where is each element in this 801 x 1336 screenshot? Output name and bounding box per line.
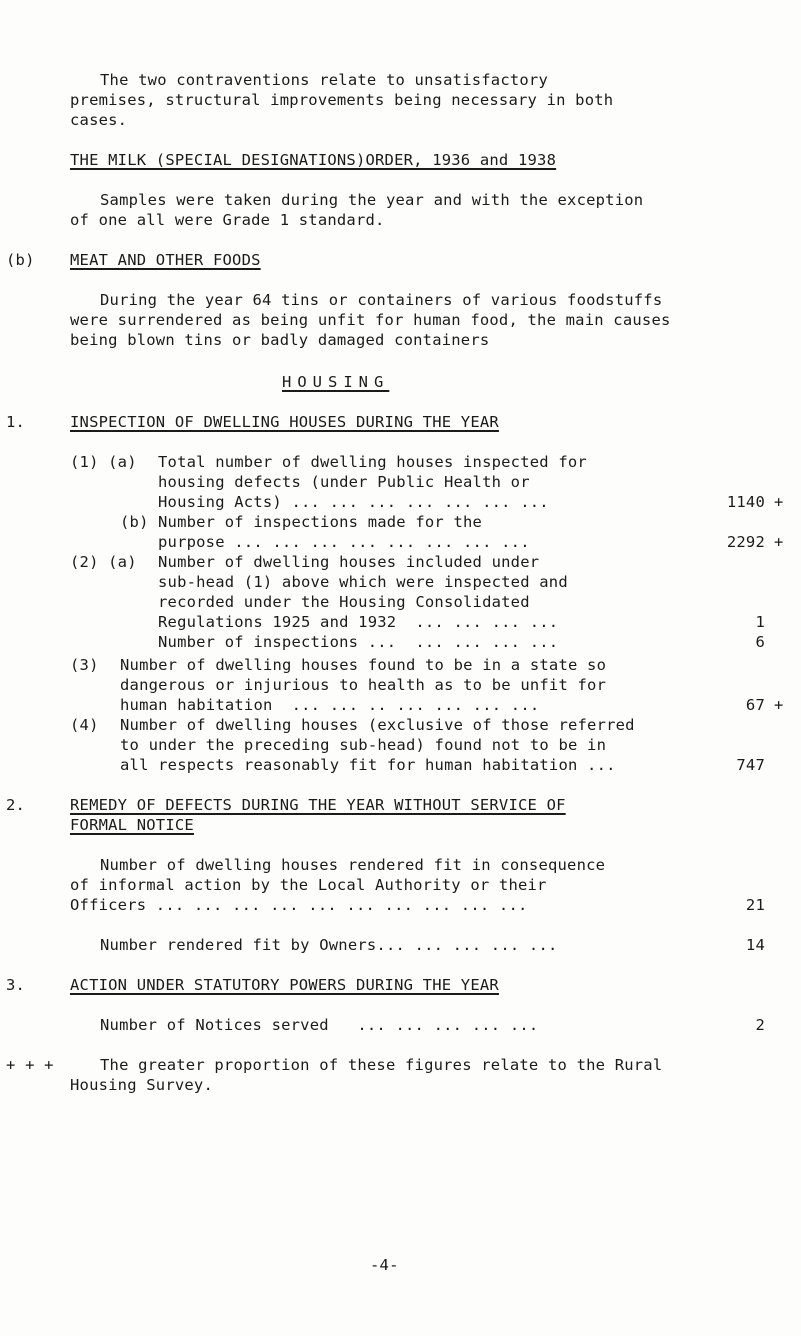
milk-heading: THE MILK (SPECIAL DESIGNATIONS)ORDER, 1936 and 1938 bbox=[70, 151, 557, 169]
item-1a-value: 1140 bbox=[726, 493, 765, 511]
milk-line-2: of one all were Grade 1 standard. bbox=[70, 211, 385, 229]
item-2a-line-2: sub-head (1) above which were inspected and bbox=[158, 573, 568, 591]
meat-line-2: were surrendered as being unfit for human food, the main causes bbox=[70, 311, 671, 329]
section-3-line-1: Number of Notices served ... ... ... ... ... bbox=[100, 1016, 539, 1034]
item-1a-plus-mark: + bbox=[774, 493, 784, 511]
intro-line-3: cases. bbox=[70, 111, 128, 129]
item-3-plus-mark: + bbox=[774, 696, 784, 714]
item-3-line-3: human habitation ... ... .. ... ... ... ... bbox=[120, 696, 540, 714]
item-3-marker: (3) bbox=[70, 656, 99, 674]
item-1a-line-3: Housing Acts) ... ... ... ... ... ... ... bbox=[158, 493, 549, 511]
footnote-marker: + + + bbox=[6, 1056, 54, 1074]
footnote-line-1: The greater proportion of these figures relate to the Rural bbox=[100, 1056, 663, 1074]
section-2-heading-line-2: FORMAL NOTICE bbox=[70, 816, 194, 834]
item-2a-marker: (2) (a) bbox=[70, 553, 137, 571]
item-1b-plus-mark: + bbox=[774, 533, 784, 551]
item-4-line-1: Number of dwelling houses (exclusive of those referred bbox=[120, 716, 635, 734]
item-1b-marker: (b) bbox=[120, 513, 149, 531]
item-1b-line-1: Number of inspections made for the bbox=[158, 513, 483, 531]
section-2-value-1: 21 bbox=[745, 896, 765, 914]
section-2-line-3: Officers ... ... ... ... ... ... ... ... ... ... bbox=[70, 896, 528, 914]
item-2a-value: 1 bbox=[755, 613, 765, 631]
section-1-number: 1. bbox=[6, 413, 26, 431]
intro-line-1: The two contraventions relate to unsatisfactory bbox=[100, 71, 548, 89]
section-2-value-2: 14 bbox=[745, 936, 765, 954]
meat-line-3: being blown tins or badly damaged containers bbox=[70, 331, 490, 349]
section-3-heading: ACTION UNDER STATUTORY POWERS DURING THE YEAR bbox=[70, 976, 499, 994]
item-1b-line-2: purpose ... ... ... ... ... ... ... ... bbox=[158, 533, 530, 551]
meat-heading: MEAT AND OTHER FOODS bbox=[70, 251, 261, 269]
page-number: -4- bbox=[370, 1256, 399, 1274]
item-1a-line-2: housing defects (under Public Health or bbox=[158, 473, 530, 491]
item-4-marker: (4) bbox=[70, 716, 99, 734]
milk-line-1: Samples were taken during the year and with the exception bbox=[100, 191, 644, 209]
section-2-heading-line-1: REMEDY OF DEFECTS DURING THE YEAR WITHOUT SERVICE OF bbox=[70, 796, 566, 814]
meat-line-1: During the year 64 tins or containers of various foodstuffs bbox=[100, 291, 663, 309]
item-4-line-2: to under the preceding sub-head) found not to be in bbox=[120, 736, 607, 754]
item-2a-line-1: Number of dwelling houses included under bbox=[158, 553, 540, 571]
section-2-line-2: of informal action by the Local Authority or their bbox=[70, 876, 547, 894]
item-2b-line-1: Number of inspections ... ... ... ... ... bbox=[158, 633, 559, 651]
section-2-number: 2. bbox=[6, 796, 26, 814]
section-3-number: 3. bbox=[6, 976, 26, 994]
section-3-value-1: 2 bbox=[755, 1016, 765, 1034]
item-1b-value: 2292 bbox=[726, 533, 765, 551]
item-2a-line-4: Regulations 1925 and 1932 ... ... ... ... bbox=[158, 613, 559, 631]
item-4-line-3: all respects reasonably fit for human habitation ... bbox=[120, 756, 616, 774]
section-1-heading: INSPECTION OF DWELLING HOUSES DURING THE YEAR bbox=[70, 413, 499, 431]
section-2-line-4: Number rendered fit by Owners... ... ... ... ... bbox=[100, 936, 558, 954]
item-4-value: 747 bbox=[736, 756, 765, 774]
section-2-line-1: Number of dwelling houses rendered fit in consequence bbox=[100, 856, 606, 874]
item-3-line-2: dangerous or injurious to health as to be unfit for bbox=[120, 676, 607, 694]
item-1a-marker: (1) (a) bbox=[70, 453, 137, 471]
item-1a-line-1: Total number of dwelling houses inspected for bbox=[158, 453, 587, 471]
housing-title: HOUSING bbox=[282, 373, 390, 391]
footnote-line-2: Housing Survey. bbox=[70, 1076, 213, 1094]
item-3-value: 67 bbox=[745, 696, 765, 714]
item-2b-value: 6 bbox=[755, 633, 765, 651]
item-3-line-1: Number of dwelling houses found to be in a state so bbox=[120, 656, 607, 674]
item-2a-line-3: recorded under the Housing Consolidated bbox=[158, 593, 530, 611]
intro-line-2: premises, structural improvements being necessary in both bbox=[70, 91, 614, 109]
meat-marker: (b) bbox=[6, 251, 35, 269]
